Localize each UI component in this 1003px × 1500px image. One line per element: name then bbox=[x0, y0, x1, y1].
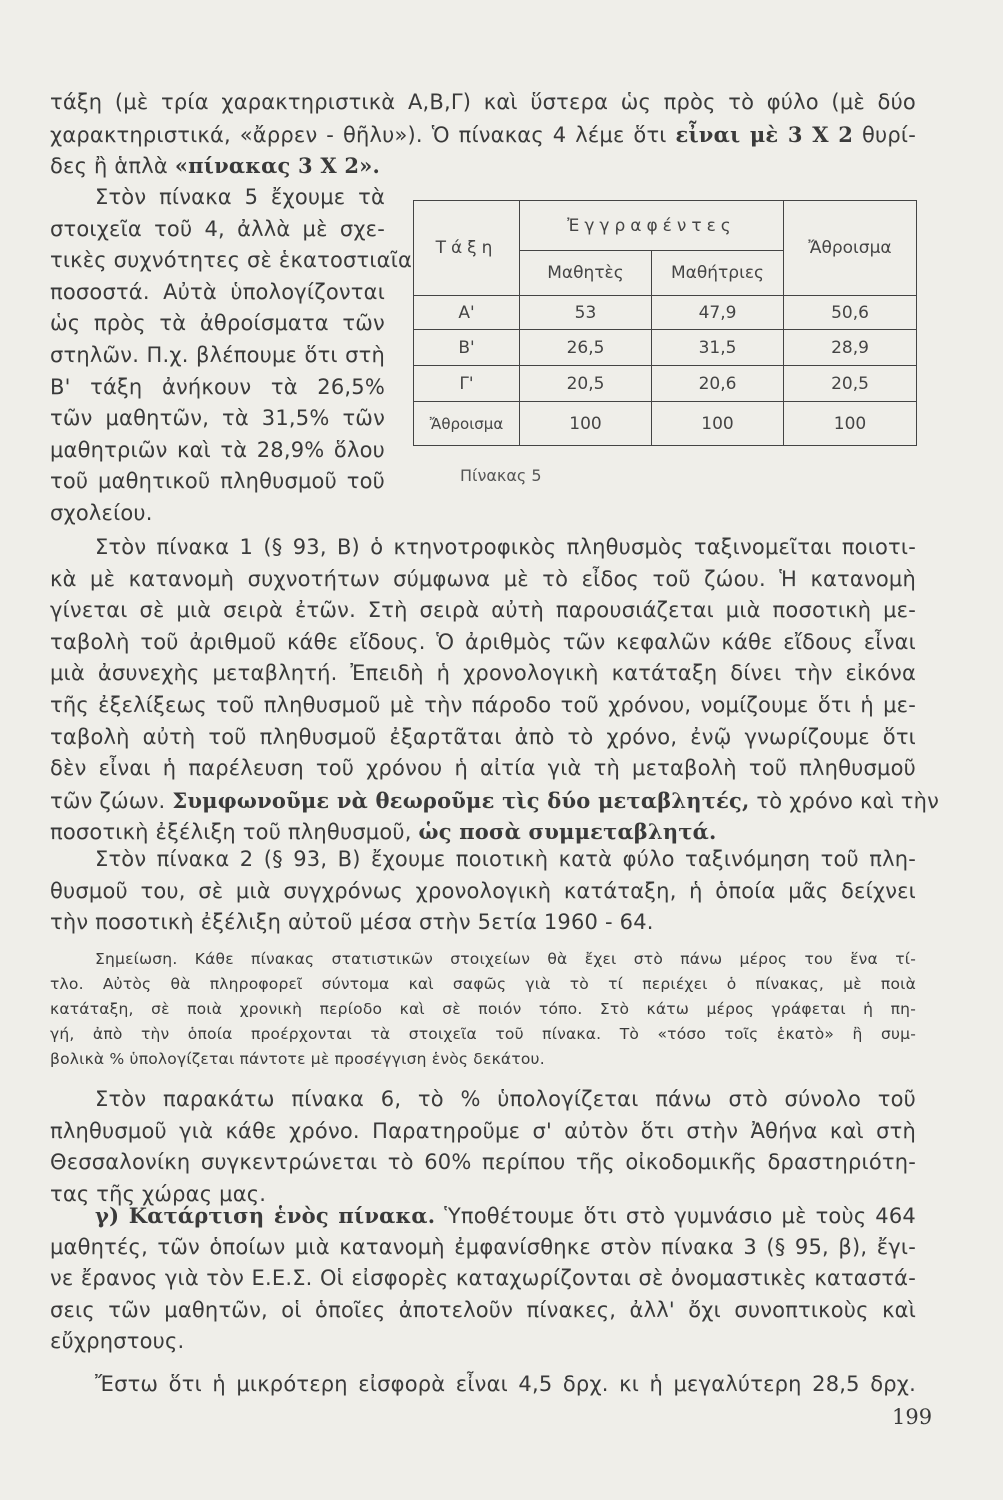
text-segment: στοιχεῖα τοῦ 4, ἀλλὰ μὲ σχε- bbox=[50, 216, 385, 241]
table-row-total bbox=[414, 402, 917, 446]
text-segment: γίνεται σὲ μιὰ σειρὰ ἐτῶν. Στὴ σειρὰ αὐτὴ παρουσιάζεται μιὰ ποσοτικὴ με- bbox=[50, 598, 916, 623]
text-line bbox=[50, 1263, 916, 1295]
paragraph-table5-explanation bbox=[50, 182, 413, 530]
row-label: Ἄθροισμα bbox=[414, 402, 520, 446]
text-line bbox=[50, 277, 385, 309]
text-line bbox=[50, 1369, 916, 1401]
text-line bbox=[50, 627, 916, 659]
text-line bbox=[50, 1116, 916, 1148]
text-line bbox=[50, 1047, 916, 1072]
text-segment: τὸ χρόνο καὶ τὴν bbox=[749, 788, 940, 813]
paragraph-intro bbox=[50, 87, 916, 182]
text-segment: Στὸν πίνακα 2 (§ 93, Β) ἔχουμε ποιοτικὴ κατὰ φύλο ταξινόμηση τοῦ πλη- bbox=[95, 847, 916, 871]
text-segment: ὡς πρὸς τὰ ἀθροίσματα τῶν bbox=[50, 311, 385, 336]
bold-text: εἶναι μὲ 3 X 2 bbox=[675, 121, 854, 147]
text-segment: τῶν μαθητῶν, τὰ 31,5% τῶν bbox=[50, 406, 385, 431]
bold-text: Συμφωνοῦμε νὰ θεωροῦμε τὶς δύο μεταβλητές, bbox=[172, 787, 750, 813]
text-segment: σεις τῶν μαθητῶν, οἱ ὁποῖες ἀποτελοῦν πίνακες, ἀλλ' ὄχι συνοπτικοὺς καὶ bbox=[50, 1297, 916, 1322]
cell-total: 20,5 bbox=[784, 366, 917, 402]
text-segment: Στὸν πίνακα 5 ἔχουμε τὰ bbox=[95, 185, 385, 209]
paragraph-table-construction bbox=[50, 1200, 916, 1358]
row-label: Α' bbox=[414, 296, 520, 330]
text-segment: χαρακτηριστικά, «ἄρρεν - θῆλυ»). Ὁ πίνακας 4 λέμε ὅτι bbox=[50, 122, 676, 147]
text-line bbox=[50, 403, 385, 435]
text-line bbox=[50, 340, 385, 372]
text-line bbox=[50, 1084, 916, 1116]
text-segment: τῆς ἐξελίξεως τοῦ πληθυσμοῦ μὲ τὴν πάροδο τοῦ χρόνου, νομίζουμε ὅτι ἡ με- bbox=[50, 692, 916, 717]
page-number: 199 bbox=[892, 1405, 933, 1429]
text-line bbox=[50, 372, 385, 404]
text-segment: στηλῶν. Π.χ. βλέπουμε ὅτι στὴ bbox=[50, 342, 385, 367]
header-male-students: Μαθητὲς bbox=[520, 251, 652, 296]
paragraph-table1 bbox=[50, 532, 940, 848]
text-segment: ποσοστά. Αὐτὰ ὑπολογίζονται bbox=[50, 279, 385, 304]
text-line bbox=[50, 1022, 916, 1047]
text-segment: μιὰ ἀσυνεχὴς μεταβλητή. Ἐπειδὴ ἡ χρονολογικὴ κατάταξη δίνει τὴν εἰκόνα bbox=[50, 661, 916, 686]
text-segment: γή, ἀπὸ τὴν ὁποία προέρχονται τὰ στοιχεῖα τοῦ πίνακα. Τὸ «τόσο τοῖς ἑκατὸ» ἢ συμ- bbox=[50, 1025, 916, 1043]
text-line bbox=[50, 1232, 916, 1264]
paragraph-table2 bbox=[50, 844, 916, 939]
table-caption: Πίνακας 5 bbox=[460, 466, 542, 485]
bold-text: γ) Κατάρτιση ἑνὸς πίνακα. bbox=[95, 1203, 436, 1228]
cell-female: 31,5 bbox=[652, 330, 784, 366]
text-segment: Στὸν πίνακα 1 (§ 93, Β) ὁ κτηνοτροφικὸς πληθυσμὸς ταξινομεῖται ποιοτι- bbox=[95, 535, 916, 559]
header-total: Ἄθροισμα bbox=[784, 201, 917, 296]
text-line bbox=[50, 1200, 916, 1232]
cell-male: 26,5 bbox=[520, 330, 652, 366]
text-line bbox=[50, 87, 916, 119]
cell-total: 28,9 bbox=[784, 330, 917, 366]
text-line bbox=[50, 245, 413, 277]
text-segment: Σημείωση. Κάθε πίνακας στατιστικῶν στοιχείων θὰ ἔχει στὸ πάνω μέρος του ἕνα τί- bbox=[95, 950, 916, 968]
text-line bbox=[50, 498, 385, 530]
text-segment: ποσοτικὴ ἐξέλιξη τοῦ πληθυσμοῦ, bbox=[50, 820, 419, 845]
header-enrolled: Ἐγγραφέντες bbox=[520, 201, 784, 251]
table-row bbox=[414, 330, 917, 366]
text-segment: τας τῆς χώρας μας. bbox=[50, 1181, 267, 1206]
text-line bbox=[50, 150, 916, 182]
text-segment: τάξη (μὲ τρία χαρακτηριστικὰ Α,Β,Γ) καὶ ὕστερα ὡς πρὸς τὸ φύλο (μὲ δύο bbox=[50, 90, 916, 114]
text-line bbox=[50, 466, 385, 498]
text-line bbox=[50, 182, 385, 214]
text-line bbox=[50, 972, 916, 997]
text-segment: θυσμοῦ του, σὲ μιὰ συγχρόνως χρονολογικὴ κατάταξη, ἡ ὁποία μᾶς δείχνει bbox=[50, 878, 916, 903]
text-line bbox=[50, 1326, 916, 1358]
cell-total: 100 bbox=[784, 402, 917, 446]
text-line bbox=[50, 595, 916, 627]
text-segment: κατάταξη, σὲ ποιὰ χρονικὴ περίοδο καὶ σὲ ποιόν τόπο. Στὸ κάτω μέρος γράφεται ἡ πη- bbox=[50, 1000, 916, 1018]
text-segment: ταβολὴ τοῦ ἀριθμοῦ κάθε εἴδους. Ὁ ἀριθμὸς τῶν κεφαλῶν κάθε εἴδους εἶναι bbox=[50, 629, 916, 654]
table-row bbox=[414, 366, 917, 402]
bold-text: «πίνακας 3 X 2». bbox=[174, 153, 380, 179]
text-segment: τικὲς συχνότητες σὲ ἑκατοστιαῖα bbox=[50, 248, 413, 273]
text-line bbox=[50, 435, 385, 467]
table-5 bbox=[413, 200, 917, 446]
cell-male: 20,5 bbox=[520, 366, 652, 402]
text-segment: πληθυσμοῦ γιὰ κάθε χρόνο. Παρατηροῦμε σ' αὐτὸν ὅτι στὴν Ἀθήνα καὶ στὴ bbox=[50, 1118, 916, 1143]
table-row bbox=[414, 296, 917, 330]
text-segment: κὰ μὲ κατανομὴ συχνοτήτων σύμφωνα μὲ τὸ εἶδος τοῦ ζώου. Ἡ κατανομὴ bbox=[50, 566, 916, 591]
text-segment: Β' τάξη ἀνήκουν τὰ 26,5% bbox=[50, 374, 385, 399]
text-line bbox=[50, 844, 916, 876]
text-line bbox=[50, 119, 916, 151]
text-segment: δες ἢ ἁπλὰ bbox=[50, 154, 175, 179]
cell-male: 53 bbox=[520, 296, 652, 330]
cell-total: 50,6 bbox=[784, 296, 917, 330]
text-line bbox=[50, 308, 385, 340]
text-line bbox=[50, 1147, 916, 1179]
text-segment: βολικὰ % ὑπολογίζεται πάντοτε μὲ προσέγγιση ἑνὸς δεκάτου. bbox=[50, 1050, 545, 1068]
text-line bbox=[50, 947, 916, 972]
text-segment: τῶν ζώων. bbox=[50, 788, 173, 813]
text-line bbox=[50, 690, 916, 722]
text-segment: Θεσσαλονίκη συγκεντρώνεται τὸ 60% περίπου τῆς οἰκοδομικῆς δραστηριότη- bbox=[50, 1150, 916, 1175]
cell-male: 100 bbox=[520, 402, 652, 446]
text-segment: τλο. Αὐτὸς θὰ πληροφορεῖ σύντομα καὶ σαφῶς γιὰ τὸ τί περιέχει ὁ πίνακας, μὲ ποιὰ bbox=[50, 975, 916, 993]
text-line bbox=[50, 532, 916, 564]
text-segment: Στὸν παρακάτω πίνακα 6, τὸ % ὑπολογίζεται πάνω στὸ σύνολο τοῦ bbox=[95, 1087, 916, 1111]
text-segment: ταβολὴ αὐτὴ τοῦ πληθυσμοῦ ἐξαρτᾶται ἀπὸ τὸ χρόνο, ἐνῷ γνωρίζουμε ὅτι bbox=[50, 724, 916, 749]
cell-female: 100 bbox=[652, 402, 784, 446]
text-segment: Ἔστω ὅτι ἡ μικρότερη εἰσφορὰ εἶναι 4,5 δρχ. κι ἡ μεγαλύτερη 28,5 δρχ. bbox=[95, 1372, 916, 1396]
cell-female: 20,6 bbox=[652, 366, 784, 402]
paragraph-table6 bbox=[50, 1084, 916, 1210]
text-line bbox=[50, 907, 916, 939]
text-line bbox=[50, 1295, 916, 1327]
text-segment: σχολείου. bbox=[50, 500, 153, 525]
text-line bbox=[50, 214, 385, 246]
row-label: Γ' bbox=[414, 366, 520, 402]
paragraph-contributions bbox=[50, 1369, 916, 1401]
text-line bbox=[50, 997, 916, 1022]
text-segment: τοῦ μαθητικοῦ πληθυσμοῦ τοῦ bbox=[50, 469, 385, 494]
text-segment: Ὑποθέτουμε ὅτι στὸ γυμνάσιο μὲ τοὺς 464 bbox=[435, 1204, 916, 1228]
text-segment: μαθητές, τῶν ὁποίων μιὰ κατανομὴ ἐμφανίσθηκε στὸν πίνακα 3 (§ 95, β), ἔγι- bbox=[50, 1234, 916, 1259]
cell-female: 47,9 bbox=[652, 296, 784, 330]
bold-text: ὡς ποσὰ συμμεταβλητά. bbox=[418, 819, 717, 845]
text-line bbox=[50, 658, 916, 690]
row-label: Β' bbox=[414, 330, 520, 366]
header-female-students: Μαθήτριες bbox=[652, 251, 784, 296]
text-line bbox=[50, 785, 940, 817]
header-class: Τάξη bbox=[414, 201, 520, 296]
text-line bbox=[50, 722, 916, 754]
text-segment: θυρί- bbox=[853, 122, 916, 147]
text-segment: τὴν ποσοτικὴ ἐξέλιξη αὐτοῦ μέσα στὴν 5ετία 1960 - 64. bbox=[50, 910, 654, 935]
text-segment: δὲν εἶναι ἡ παρέλευση τοῦ χρόνου ἡ αἰτία γιὰ τὴ μεταβολὴ τοῦ πληθυσμοῦ bbox=[50, 756, 916, 781]
text-segment: μαθητριῶν καὶ τὰ 28,9% ὅλου bbox=[50, 437, 385, 462]
text-line bbox=[50, 876, 916, 908]
text-line bbox=[50, 564, 916, 596]
text-line bbox=[50, 753, 916, 785]
text-segment: νε ἔρανος γιὰ τὸν Ε.Ε.Σ. Οἱ εἰσφορὲς καταχωρίζονται σὲ ὀνομαστικὲς καταστά- bbox=[50, 1266, 916, 1291]
text-segment: εὔχρηστους. bbox=[50, 1329, 185, 1354]
note-paragraph bbox=[50, 947, 916, 1072]
